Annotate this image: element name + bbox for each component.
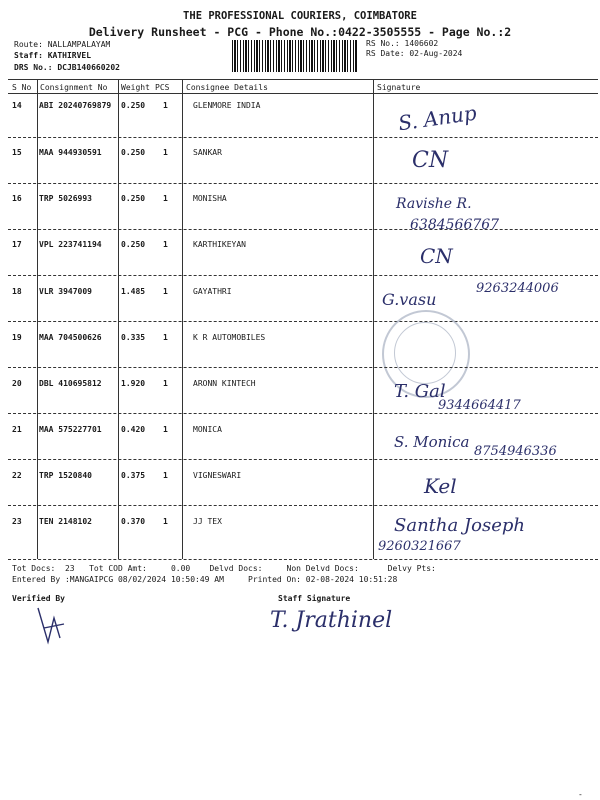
column-header-weight: Weight: [121, 83, 150, 92]
handwritten-signature: Santha Joseph: [394, 515, 525, 536]
row-divider: [8, 275, 598, 276]
row-weight: 1.485: [121, 287, 146, 296]
row-weight: 0.250: [121, 194, 146, 203]
row-pcs: 1: [163, 425, 168, 434]
row-sno: 16: [12, 194, 22, 203]
row-consignment: TEN 2148102: [39, 517, 92, 526]
barcode-image: [232, 40, 358, 72]
row-consignee: GLENMORE INDIA: [193, 101, 261, 110]
row-weight: 1.920: [121, 379, 146, 388]
row-weight: 0.250: [121, 101, 146, 110]
route-label: Route: NALLAMPALAYAM: [14, 40, 111, 49]
column-header-signature: Signature: [377, 83, 421, 92]
handwritten-phone: 9263244006: [476, 281, 559, 296]
handwritten-signature: S. Anup: [396, 100, 479, 136]
entered-by-info: Entered By :MANGAIPCG 08/02/2024 10:50:49 AM Printed On: 02-08-2024 10:51:28: [12, 575, 398, 584]
drs-number: DRS No.: DCJB140660202: [14, 63, 120, 72]
row-weight: 0.375: [121, 471, 146, 480]
rs-number: RS No.: 1406602: [366, 39, 439, 48]
handwritten-phone: 9260321667: [378, 539, 461, 554]
runsheet-subtitle: Delivery Runsheet - PCG - Phone No.:0422-3505555 - Page No.:2: [88, 25, 512, 39]
handwritten-phone: 9344664417: [438, 398, 521, 413]
row-consignee: ARONN KINTECH: [193, 379, 256, 388]
row-divider: [8, 413, 598, 414]
row-pcs: 1: [163, 379, 168, 388]
row-consignee: K R AUTOMOBILES: [193, 333, 266, 342]
row-weight: 0.250: [121, 240, 146, 249]
row-sno: 22: [12, 471, 22, 480]
handwritten-signature: CN: [412, 148, 449, 173]
row-divider: [8, 321, 598, 322]
row-sno: 18: [12, 287, 22, 296]
handwritten-signature: Ravishe R.: [396, 196, 472, 212]
staff-label: Staff: KATHIRVEL: [14, 51, 92, 60]
column-divider: [37, 79, 38, 559]
row-divider: [8, 559, 598, 560]
row-consignee: VIGNESWARI: [193, 471, 242, 480]
table-header-border: [8, 93, 598, 94]
row-divider: [8, 505, 598, 506]
row-sno: 14: [12, 101, 22, 110]
row-consignment: MAA 944930591: [39, 148, 102, 157]
row-weight: 0.420: [121, 425, 146, 434]
row-consignee: SANKAR: [193, 148, 222, 157]
row-sno: 21: [12, 425, 22, 434]
row-weight: 0.250: [121, 148, 146, 157]
row-consignee: MONISHA: [193, 194, 227, 203]
row-weight: 0.335: [121, 333, 146, 342]
row-consignment: DBL 410695812: [39, 379, 102, 388]
corner-mark: -: [578, 790, 583, 799]
handwritten-signature: CN: [420, 244, 453, 268]
company-title: THE PROFESSIONAL COURIERS, COIMBATORE: [183, 10, 417, 22]
row-consignment: MAA 575227701: [39, 425, 102, 434]
handwritten-signature: G.vasu: [382, 290, 437, 309]
row-sno: 19: [12, 333, 22, 342]
row-consignee: JJ TEX: [193, 517, 222, 526]
row-consignee: KARTHIKEYAN: [193, 240, 246, 249]
handwritten-signature: T. Gal: [394, 381, 446, 402]
handwritten-signature: Kel: [424, 474, 457, 498]
column-header-consignee: Consignee Details: [186, 83, 268, 92]
row-sno: 23: [12, 517, 22, 526]
row-sno: 17: [12, 240, 22, 249]
row-divider: [8, 367, 598, 368]
row-consignment: TRP 5026993: [39, 194, 92, 203]
rs-date: RS Date: 02-Aug-2024: [366, 49, 463, 58]
row-consignment: MAA 704500626: [39, 333, 102, 342]
handwritten-phone: 8754946336: [474, 444, 557, 459]
column-header-pcs: PCS: [155, 83, 170, 92]
row-pcs: 1: [163, 333, 168, 342]
verified-by-label: Verified By: [12, 594, 65, 603]
row-pcs: 1: [163, 471, 168, 480]
row-consignee: MONICA: [193, 425, 222, 434]
row-consignment: ABI 20240769879: [39, 101, 112, 110]
row-consignee: GAYATHRI: [193, 287, 232, 296]
row-pcs: 1: [163, 148, 168, 157]
column-header-consignment: Consignment No: [40, 83, 108, 92]
row-sno: 15: [12, 148, 22, 157]
column-divider: [182, 79, 183, 559]
row-pcs: 1: [163, 517, 168, 526]
row-divider: [8, 229, 598, 230]
row-consignment: VPL 223741194: [39, 240, 102, 249]
column-divider: [373, 79, 374, 559]
row-divider: [8, 459, 598, 460]
row-pcs: 1: [163, 240, 168, 249]
column-divider: [118, 79, 119, 559]
row-consignment: TRP 1520840: [39, 471, 92, 480]
row-sno: 20: [12, 379, 22, 388]
row-weight: 0.370: [121, 517, 146, 526]
row-pcs: 1: [163, 287, 168, 296]
table-top-border: [8, 79, 598, 80]
handwritten-signature: S. Monica: [394, 433, 470, 451]
staff-handwritten-signature: T. Jrathinel: [270, 608, 393, 633]
row-pcs: 1: [163, 101, 168, 110]
row-consignment: VLR 3947009: [39, 287, 92, 296]
handwritten-phone: 6384566767: [410, 217, 500, 233]
row-divider: [8, 137, 598, 138]
row-pcs: 1: [163, 194, 168, 203]
verifier-signature-mark: [30, 598, 70, 648]
staff-signature-label: Staff Signature: [278, 594, 351, 603]
company-stamp-inner: [394, 322, 456, 384]
row-divider: [8, 183, 598, 184]
column-header-sno: S No: [12, 83, 32, 92]
totals-summary: Tot Docs: 23 Tot COD Amt: 0.00 Delvd Docs: Non Delvd Docs: Delvy Pts:: [12, 564, 436, 573]
